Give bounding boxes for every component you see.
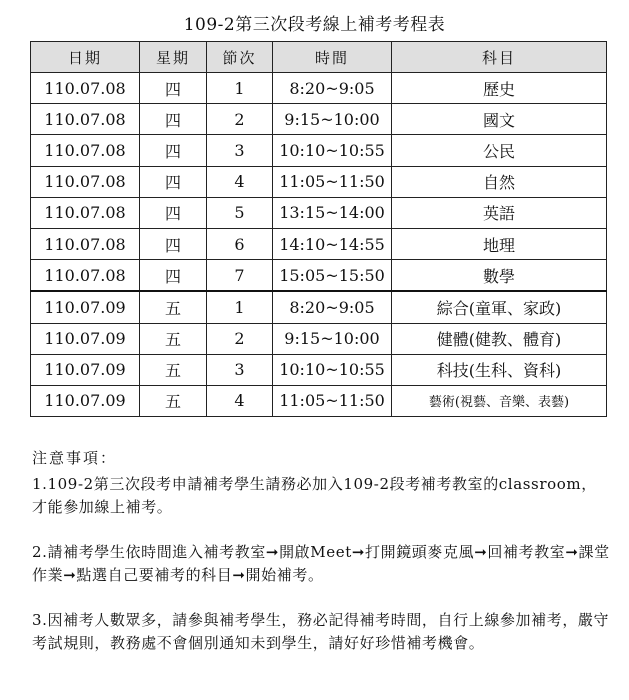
cell-time: 8:20~9:05: [273, 73, 392, 104]
notes-section: [32, 447, 612, 677]
cell-time: 8:20~9:05: [273, 291, 392, 323]
cell-subject: 公民: [392, 135, 607, 166]
cell-date: 110.07.08: [31, 260, 140, 292]
table-row: [31, 385, 607, 416]
header-time: 時間: [273, 42, 392, 73]
note-item-1: 1.109-2第三次段考申請補考學生請務必加入109-2段考補考教室的classroom，才能參加線上補考。: [32, 475, 597, 516]
cell-subject: 藝術(視藝、音樂、表藝): [392, 385, 607, 416]
cell-date: 110.07.08: [31, 166, 140, 197]
cell-date: 110.07.09: [31, 291, 140, 323]
cell-subject: 綜合(童軍、家政): [392, 291, 607, 323]
table-row: [31, 197, 607, 228]
cell-weekday: 四: [140, 104, 207, 135]
cell-subject: 國文: [392, 104, 607, 135]
table-row: [31, 354, 607, 385]
cell-period: 3: [207, 135, 273, 166]
cell-subject: 歷史: [392, 73, 607, 104]
cell-time: 9:15~10:00: [273, 323, 392, 354]
cell-period: 7: [207, 260, 273, 292]
cell-weekday: 四: [140, 260, 207, 292]
cell-time: 9:15~10:00: [273, 104, 392, 135]
header-subject: 科目: [392, 42, 607, 73]
cell-time: 13:15~14:00: [273, 197, 392, 228]
cell-subject: 健體(健教、體育): [392, 323, 607, 354]
cell-weekday: 四: [140, 135, 207, 166]
cell-weekday: 四: [140, 73, 207, 104]
table-header-row: [31, 42, 607, 73]
table-row: [31, 228, 607, 259]
cell-weekday: 五: [140, 291, 207, 323]
cell-weekday: 五: [140, 385, 207, 416]
cell-period: 2: [207, 104, 273, 135]
header-period: 節次: [207, 42, 273, 73]
cell-date: 110.07.09: [31, 323, 140, 354]
cell-period: 3: [207, 354, 273, 385]
header-date: 日期: [31, 42, 140, 73]
cell-date: 110.07.08: [31, 135, 140, 166]
table-row: [31, 166, 607, 197]
cell-weekday: 五: [140, 354, 207, 385]
table-row: [31, 104, 607, 135]
table-row: [31, 260, 607, 292]
table-row: [31, 135, 607, 166]
cell-period: 5: [207, 197, 273, 228]
cell-period: 1: [207, 291, 273, 323]
cell-period: 1: [207, 73, 273, 104]
cell-subject: 數學: [392, 260, 607, 292]
cell-date: 110.07.08: [31, 197, 140, 228]
table-row: [31, 73, 607, 104]
cell-date: 110.07.08: [31, 73, 140, 104]
cell-period: 4: [207, 166, 273, 197]
cell-period: 2: [207, 323, 273, 354]
cell-subject: 地理: [392, 228, 607, 259]
cell-subject: 自然: [392, 166, 607, 197]
cell-date: 110.07.08: [31, 104, 140, 135]
header-weekday: 星期: [140, 42, 207, 73]
exam-schedule-table: [30, 41, 607, 417]
cell-weekday: 四: [140, 228, 207, 259]
notes-heading: 注意事項：: [32, 449, 118, 467]
cell-time: 15:05~15:50: [273, 260, 392, 292]
note-item-3: 3.因補考人數眾多，請參與補考學生，務必記得補考時間，自行上線參加補考，嚴守考試規則，教務處不會個別通知未到學生，請好好珍惜補考機會。: [32, 611, 610, 652]
table-row: [31, 291, 607, 323]
cell-time: 11:05~11:50: [273, 166, 392, 197]
table-body: [31, 73, 607, 417]
cell-weekday: 五: [140, 323, 207, 354]
cell-subject: 英語: [392, 197, 607, 228]
cell-time: 11:05~11:50: [273, 385, 392, 416]
cell-subject: 科技(生科、資科): [392, 354, 607, 385]
cell-time: 14:10~14:55: [273, 228, 392, 259]
cell-weekday: 四: [140, 197, 207, 228]
cell-period: 4: [207, 385, 273, 416]
cell-date: 110.07.09: [31, 354, 140, 385]
cell-date: 110.07.09: [31, 385, 140, 416]
page-title: 109-2第三次段考線上補考考程表: [183, 15, 446, 35]
cell-time: 10:10~10:55: [273, 135, 392, 166]
cell-weekday: 四: [140, 166, 207, 197]
cell-date: 110.07.08: [31, 228, 140, 259]
note-item-2: 2.請補考學生依時間進入補考教室➞開啟Meet➞打開鏡頭麥克風➞回補考教室➞課堂作業➞點選自己要補考的科目➞開始補考。: [32, 543, 610, 584]
table-row: [31, 323, 607, 354]
cell-period: 6: [207, 228, 273, 259]
cell-time: 10:10~10:55: [273, 354, 392, 385]
